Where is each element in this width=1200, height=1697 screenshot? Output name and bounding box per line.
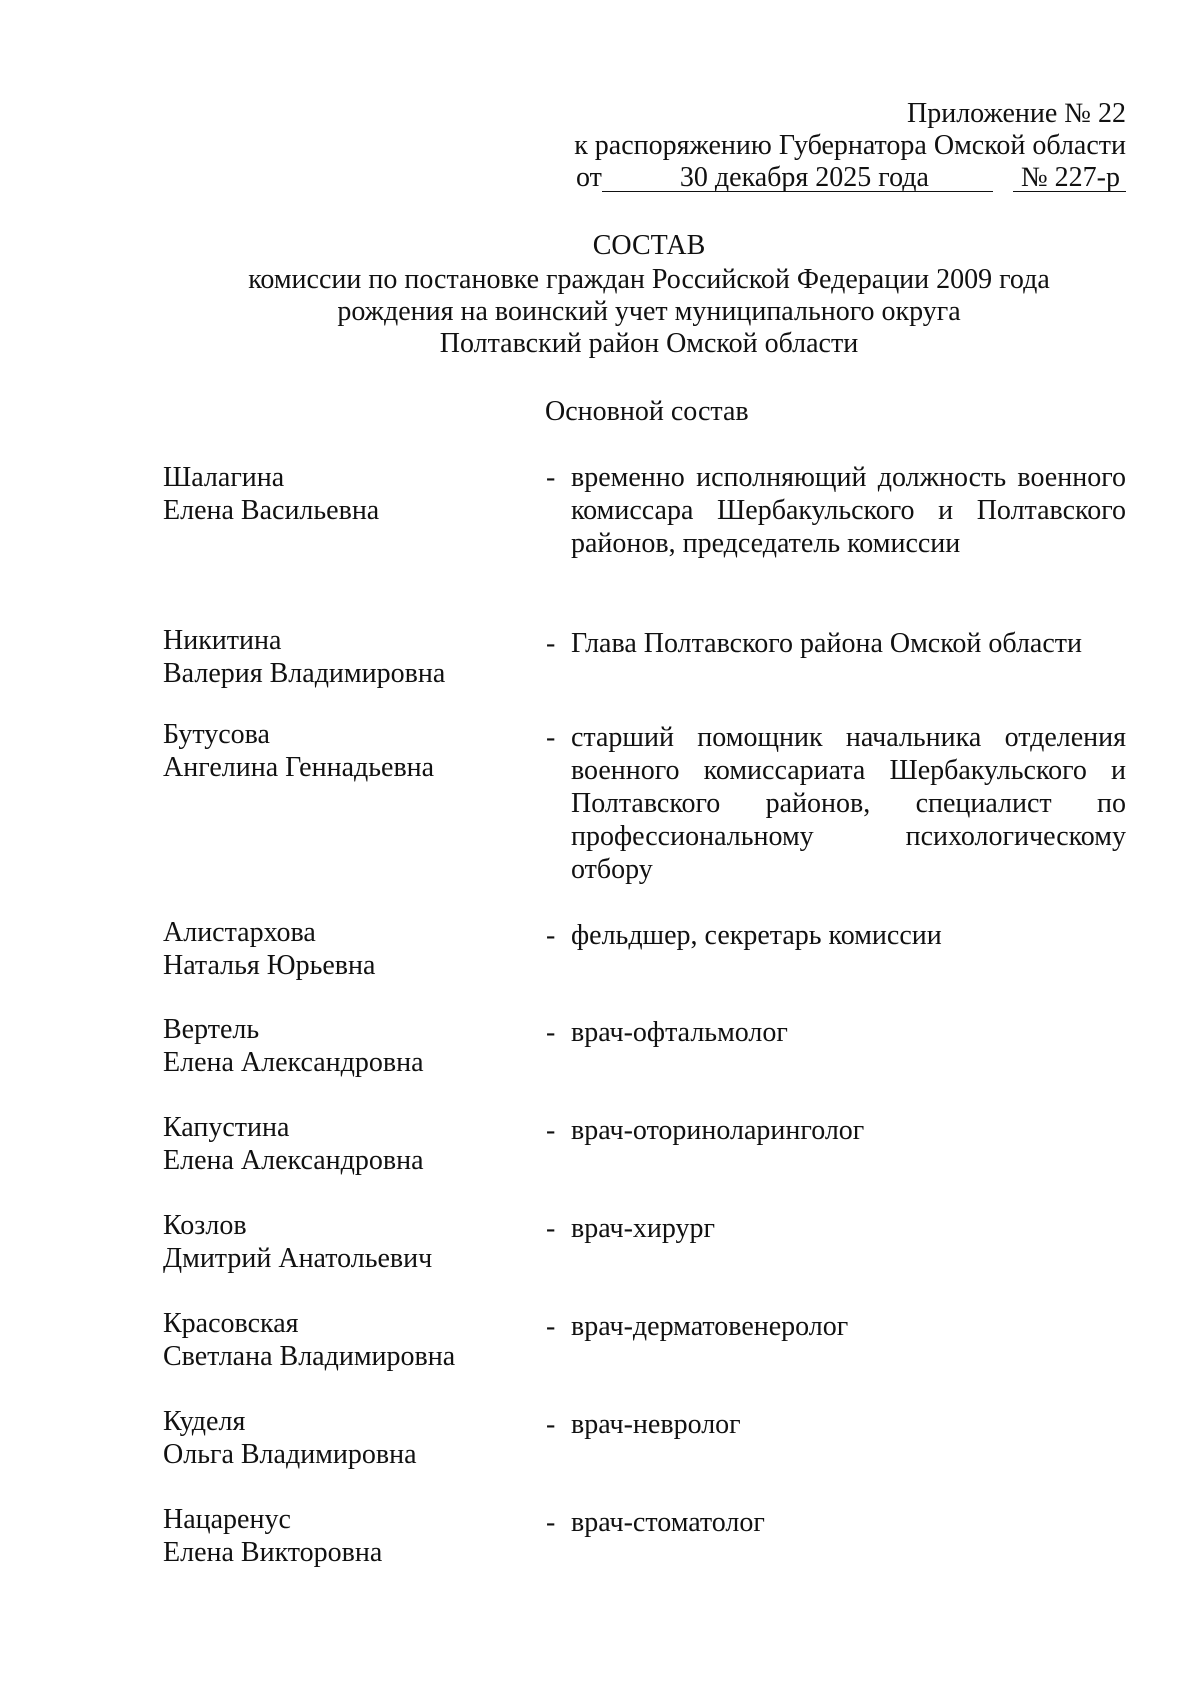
member-role: врач-офтальмолог (571, 1017, 788, 1048)
dash: - (546, 462, 556, 493)
dash: - (546, 1311, 556, 1342)
order-number: № 227-р (1013, 165, 1126, 192)
member-role: временно исполняющий должность военного комиссара Шербакульского и Полтавского районов, председатель комиссии (571, 462, 1126, 559)
member-name (163, 1013, 543, 1079)
appendix-number: Приложение № 22 (907, 98, 1126, 129)
member-surname: Козлов (163, 1210, 247, 1241)
dash: - (546, 628, 556, 659)
member-surname: Капустина (163, 1112, 290, 1143)
member-role: фельдшер, секретарь комиссии (571, 920, 942, 951)
member-name (163, 1307, 543, 1373)
member-name (163, 461, 543, 527)
member-given-name: Дмитрий Анатольевич (163, 1243, 433, 1274)
member-given-name: Елена Васильевна (163, 495, 380, 526)
member-given-name: Валерия Владимировна (163, 658, 446, 689)
title-line-1: комиссии по постановке граждан Российской Федерации 2009 года (248, 264, 1050, 295)
member-surname: Никитина (163, 625, 282, 656)
member-given-name: Елена Александровна (163, 1047, 424, 1078)
dash: - (546, 1115, 556, 1146)
member-role: врач-оториноларинголог (571, 1115, 865, 1146)
member-name (163, 1209, 543, 1275)
dash: - (546, 920, 556, 951)
member-role: старший помощник начальника отделения военного комиссариата Шербакульского и Полтавского районов, специалист по профессиональному психологическому отбору (571, 722, 1126, 885)
order-date-line (560, 162, 1126, 194)
member-name (163, 624, 543, 690)
member-name (163, 1503, 543, 1569)
order-date: 30 декабря 2025 года (602, 165, 993, 192)
member-role: Глава Полтавского района Омской области (571, 628, 1082, 659)
member-role: врач-стоматолог (571, 1507, 765, 1538)
dash: - (546, 1017, 556, 1048)
member-given-name: Елена Викторовна (163, 1537, 383, 1568)
member-given-name: Елена Александровна (163, 1145, 424, 1176)
member-name (163, 916, 543, 982)
member-role: врач-невролог (571, 1409, 741, 1440)
title-main: СОСТАВ (592, 230, 706, 261)
member-surname: Нацаренус (163, 1504, 291, 1535)
appendix-header (560, 98, 1126, 194)
member-surname: Куделя (163, 1406, 246, 1437)
dash: - (546, 1213, 556, 1244)
member-surname: Алистархова (163, 917, 316, 948)
member-surname: Вертель (163, 1014, 260, 1045)
title-line-3: Полтавский район Омской области (439, 328, 859, 359)
order-reference: к распоряжению Губернатора Омской области (574, 130, 1126, 161)
member-given-name: Наталья Юрьевна (163, 950, 376, 981)
dash: - (546, 1507, 556, 1538)
member-surname: Бутусова (163, 719, 270, 750)
member-name (163, 1405, 543, 1471)
date-prefix: от (576, 162, 602, 193)
section-heading: Основной состав (545, 396, 749, 427)
dash: - (546, 722, 556, 753)
dash: - (546, 1409, 556, 1440)
member-given-name: Ангелина Геннадьевна (163, 752, 435, 783)
title-line-2: рождения на воинский учет муниципального округа (337, 296, 961, 327)
member-name (163, 718, 543, 784)
member-surname: Шалагина (163, 462, 285, 493)
member-role: врач-дерматовенеролог (571, 1311, 849, 1342)
member-surname: Красовская (163, 1308, 299, 1339)
document-title (0, 230, 1200, 360)
member-role: врач-хирург (571, 1213, 716, 1244)
member-given-name: Светлана Владимировна (163, 1341, 456, 1372)
member-name (163, 1111, 543, 1177)
member-given-name: Ольга Владимировна (163, 1439, 417, 1470)
